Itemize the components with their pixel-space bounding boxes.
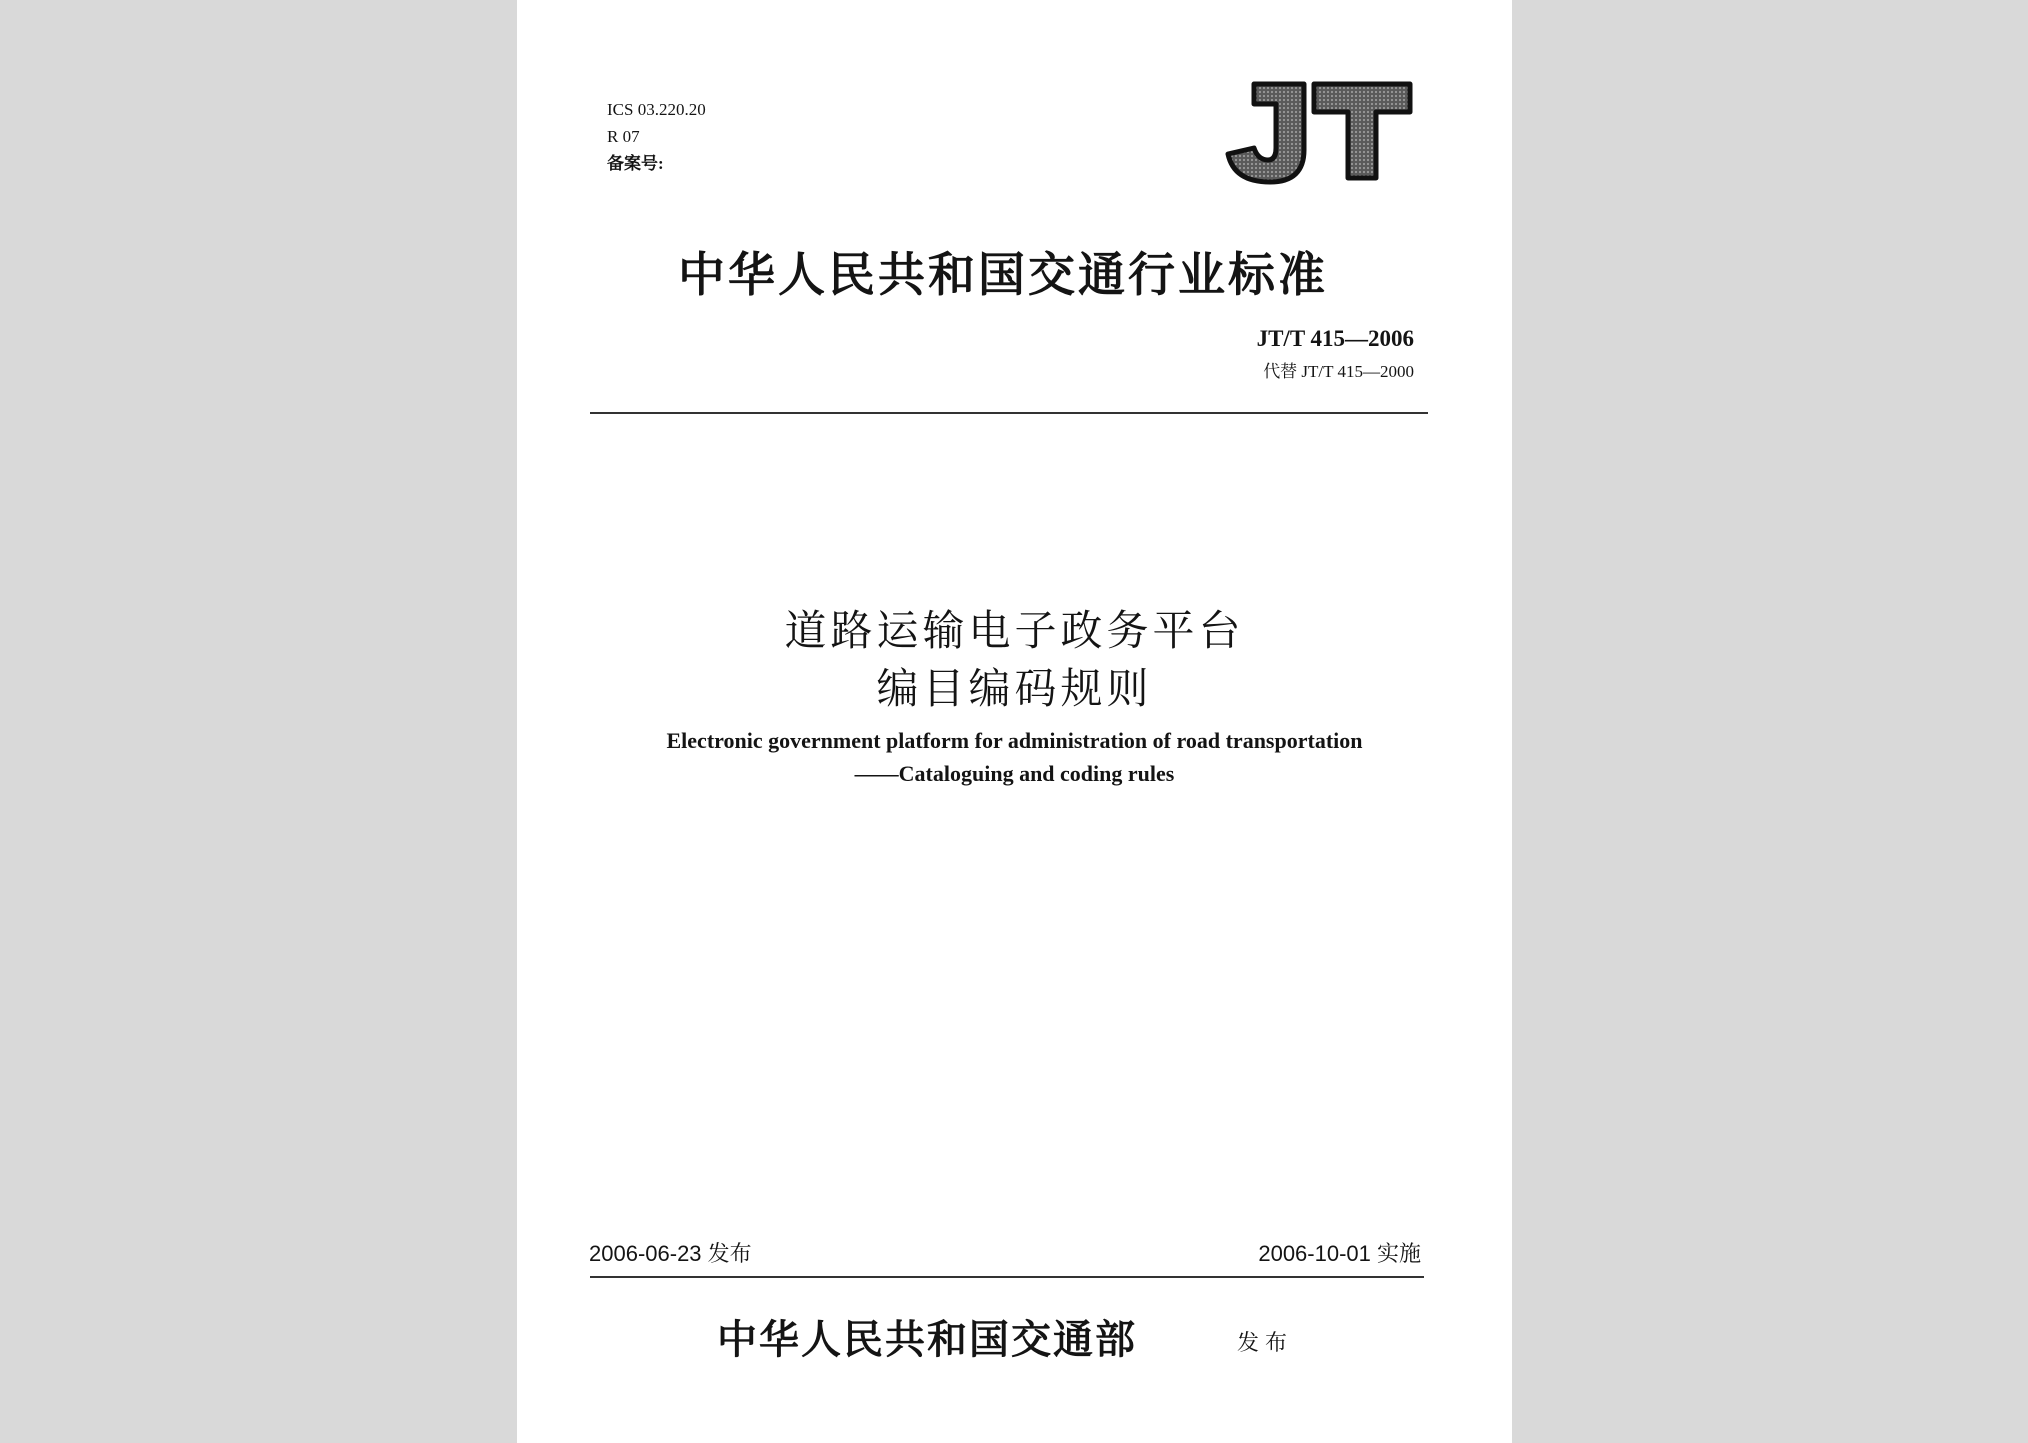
record-number-label: 备案号: <box>607 154 664 173</box>
document-title-line2: 编目编码规则 <box>876 664 1153 713</box>
publish-label: 发布 <box>1237 1331 1294 1356</box>
publisher-name: 中华人民共和国交通部 <box>717 1316 1137 1363</box>
standard-metadata <box>607 96 706 177</box>
english-title-line2: ——Cataloguing and coding rules <box>854 761 1175 786</box>
standard-code: JT/T 415—2006 <box>1256 326 1414 351</box>
jt-logo <box>1214 78 1414 188</box>
ics-code: ICS 03.220.20 <box>607 100 706 119</box>
replaced-standard: 代替 JT/T 415—2000 <box>1263 362 1414 381</box>
effective-date: 2006-10-01 实施 <box>1258 1241 1421 1266</box>
english-title-line1: Electronic government platform for administration of road transportation <box>666 728 1363 753</box>
document-page <box>517 0 1512 1443</box>
header-divider <box>590 412 1428 414</box>
footer-divider <box>590 1276 1424 1278</box>
document-title-line1: 道路运输电子政务平台 <box>784 606 1245 655</box>
classification-code: R 07 <box>607 127 640 146</box>
issue-date: 2006-06-23 发布 <box>589 1241 752 1266</box>
standard-title: 中华人民共和国交通行业标准 <box>678 248 1328 303</box>
